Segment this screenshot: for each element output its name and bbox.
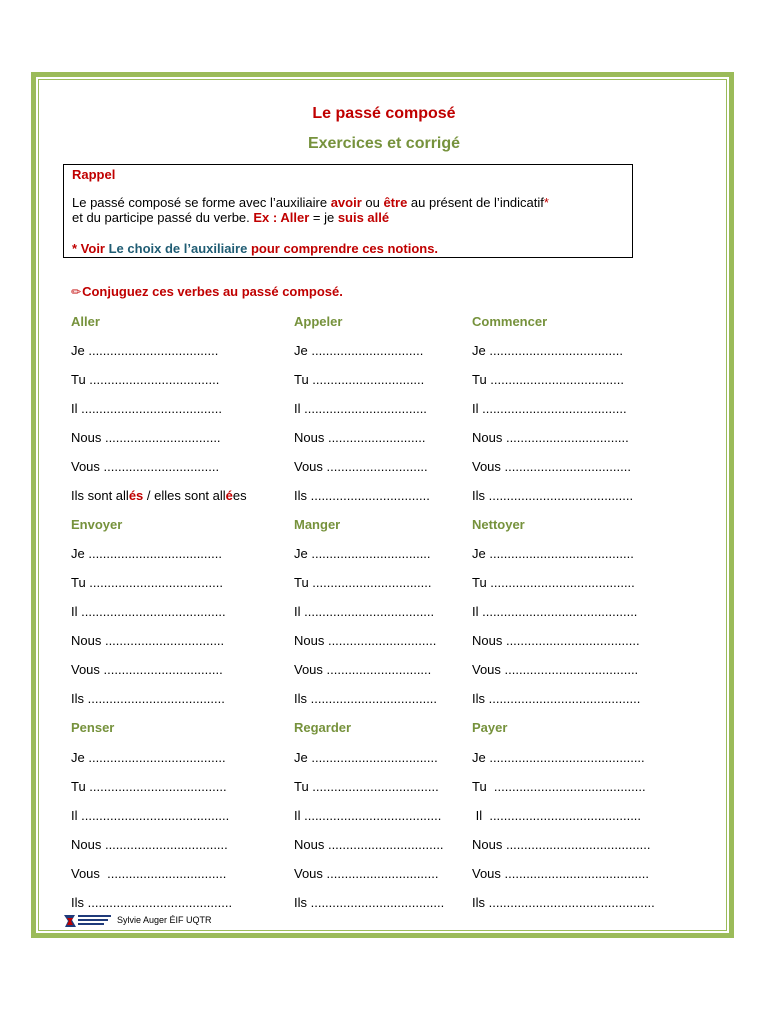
- conjugation-line: Il ........................................: [472, 401, 627, 416]
- conjugation-line: Nous ...........................: [294, 430, 426, 445]
- conjugation-line: Je .....................................: [472, 343, 623, 358]
- example-text: Ils sont all: [71, 488, 129, 503]
- rappel-text: ou: [361, 195, 384, 210]
- example-text: es: [232, 488, 247, 503]
- verb-heading: Envoyer: [71, 517, 123, 532]
- rappel-example: Ex : Aller: [253, 210, 310, 225]
- conjugation-line: Je ......................................: [71, 750, 226, 765]
- conjugation-line: Je ...................................: [294, 750, 438, 765]
- conjugation-line: Ils ........................................: [71, 895, 233, 910]
- conjugation-line: Il ....................................: [294, 604, 435, 619]
- conjugation-line: Ils .................................: [294, 488, 430, 503]
- conjugation-line: Tu .................................: [294, 575, 432, 590]
- conjugation-line: Nous ..................................: [472, 430, 629, 445]
- verb-heading: Manger: [294, 517, 341, 532]
- conjugation-line: Je ....................................: [71, 343, 219, 358]
- conjugation-line: Il .......................................: [71, 401, 222, 416]
- conjugation-line: Vous .................................: [71, 866, 227, 881]
- conjugation-line: Il .........................................: [71, 808, 230, 823]
- conjugation-line: Nous ................................: [71, 430, 221, 445]
- conjugation-line: Il ......................................: [294, 808, 442, 823]
- instruction-text: Conjuguez ces verbes au passé composé.: [82, 284, 343, 299]
- rappel-line-3: [72, 241, 438, 256]
- footer: [63, 910, 212, 930]
- rappel-avoir: avoir: [330, 195, 362, 210]
- conjugation-line: Tu ...............................: [294, 372, 425, 387]
- rappel-example-answer: suis allé: [337, 210, 390, 225]
- conjugation-line: Je ...........................................: [472, 750, 645, 765]
- rappel-heading: Rappel: [72, 167, 116, 182]
- auxiliaire-link[interactable]: Le choix de l’auxiliaire: [108, 241, 248, 256]
- conjugation-line: Il ...........................................: [472, 604, 638, 619]
- conjugation-line: Nous .....................................: [472, 633, 640, 648]
- conjugation-line: Tu .....................................: [71, 575, 223, 590]
- conjugation-line: Je .................................: [294, 546, 431, 561]
- conjugation-line: Tu ...................................: [294, 779, 439, 794]
- rappel-text: au présent de l’indicatif: [407, 195, 544, 210]
- verb-heading: Nettoyer: [472, 517, 525, 532]
- conjugation-line: Vous ...............................: [294, 866, 439, 881]
- school-logo-icon: [63, 912, 113, 929]
- conjugation-line: Tu .....................................: [472, 372, 624, 387]
- rappel-line-2: [72, 210, 389, 225]
- verb-heading: Regarder: [294, 720, 352, 735]
- conjugation-line: Tu ..........................................: [472, 779, 646, 794]
- school-logo: [63, 912, 113, 929]
- conjugation-line: Vous .....................................: [472, 662, 639, 677]
- verb-heading: Payer: [472, 720, 508, 735]
- conjugation-line: Vous .............................: [294, 662, 432, 677]
- verb-heading: Appeler: [294, 314, 343, 329]
- instruction: [71, 284, 343, 299]
- rappel-star: *: [543, 195, 549, 210]
- conjugation-line: Je ...............................: [294, 343, 424, 358]
- conjugation-line: Je ........................................: [472, 546, 634, 561]
- conjugation-line: Ils ...................................: [294, 691, 438, 706]
- verb-heading: Aller: [71, 314, 100, 329]
- conjugation-line: Vous ...................................: [472, 459, 631, 474]
- pencil-icon: ✏︎: [71, 285, 82, 299]
- page-subtitle: Exercices et corrigé: [307, 135, 461, 152]
- rappel-line-1: [72, 195, 549, 210]
- conjugation-line: Je .....................................: [71, 546, 222, 561]
- example-ending: é: [225, 488, 233, 503]
- conjugation-line: Tu ......................................: [71, 779, 227, 794]
- conjugation-line: Vous ........................................: [472, 866, 649, 881]
- conjugation-line: Nous ........................................: [472, 837, 651, 852]
- conjugation-line: Vous ................................: [71, 459, 220, 474]
- verb-heading: Penser: [71, 720, 115, 735]
- conjugation-line: Il ..........................................: [472, 808, 642, 823]
- conjugation-line: Tu ....................................: [71, 372, 220, 387]
- verb-heading: Commencer: [472, 314, 548, 329]
- footer-credit: Sylvie Auger ÉIF UQTR: [117, 915, 212, 925]
- conjugation-line: Vous ............................: [294, 459, 428, 474]
- conjugation-line: Ils ........................................: [472, 488, 634, 503]
- conjugation-line: Ils .....................................: [294, 895, 445, 910]
- conjugation-line-example: [71, 488, 247, 503]
- conjugation-line: Nous ..............................: [294, 633, 437, 648]
- example-text: / elles sont all: [143, 488, 226, 503]
- rappel-text: = je: [309, 210, 338, 225]
- conjugation-line: Ils ..........................................: [472, 691, 641, 706]
- rappel-box: [63, 164, 633, 258]
- rappel-etre: être: [383, 195, 408, 210]
- rappel-text: Le passé composé se forme avec l’auxiliaire: [72, 195, 331, 210]
- conjugation-line: Vous .................................: [71, 662, 223, 677]
- conjugation-line: Ils ......................................: [71, 691, 225, 706]
- conjugation-line: Nous ................................: [294, 837, 444, 852]
- rappel-text: pour comprendre ces notions.: [247, 241, 439, 256]
- conjugation-line: Nous ..................................: [71, 837, 228, 852]
- conjugation-line: Tu ........................................: [472, 575, 635, 590]
- page-title: Le passé composé: [312, 105, 456, 122]
- conjugation-line: Il ..................................: [294, 401, 427, 416]
- rappel-text: * Voir: [72, 241, 109, 256]
- rappel-text: et du participe passé du verbe.: [72, 210, 254, 225]
- conjugation-line: Nous .................................: [71, 633, 225, 648]
- conjugation-line: Ils ..............................................: [472, 895, 655, 910]
- conjugation-line: Il ........................................: [71, 604, 226, 619]
- example-ending: és: [128, 488, 144, 503]
